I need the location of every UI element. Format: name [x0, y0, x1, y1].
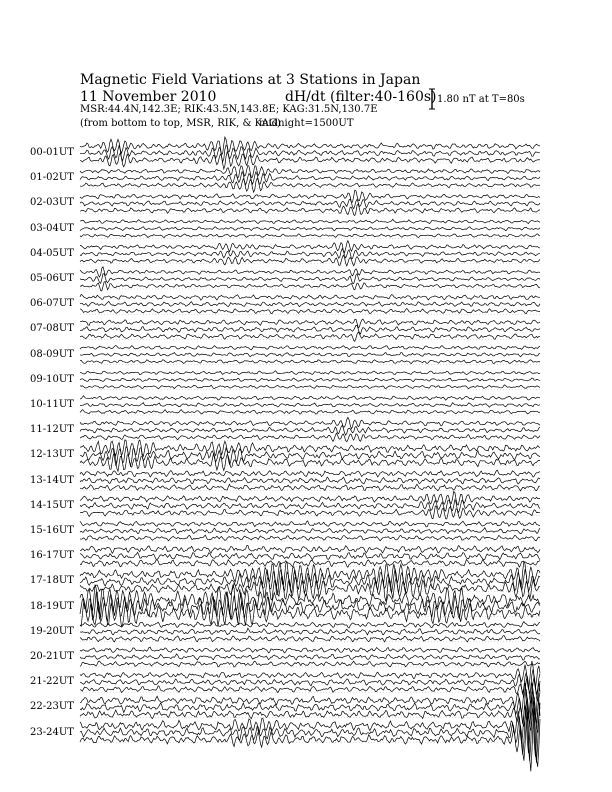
hour-label: 23-24UT	[30, 726, 74, 738]
hour-label: 08-09UT	[30, 348, 74, 360]
hour-label: 13-14UT	[30, 474, 74, 486]
hour-row	[80, 396, 540, 415]
hour-row	[80, 622, 540, 642]
trace-msr	[80, 385, 540, 389]
trace-rik	[80, 654, 540, 660]
hour-label: 03-04UT	[30, 222, 74, 234]
hour-label: 09-10UT	[30, 373, 74, 385]
trace-rik	[80, 227, 540, 231]
hour-row	[80, 267, 540, 291]
trace-rik	[80, 199, 540, 209]
hour-label: 18-19UT	[30, 600, 74, 612]
trace-rik	[80, 425, 540, 435]
trace-rik	[80, 249, 540, 259]
hour-row	[80, 562, 540, 602]
trace-rik	[80, 500, 540, 513]
trace-kag	[80, 190, 540, 202]
trace-rik	[80, 552, 540, 560]
trace-rik	[80, 628, 540, 635]
hour-label: 04-05UT	[30, 247, 74, 259]
trace-rik	[80, 301, 540, 306]
trace-kag	[80, 492, 540, 506]
hour-row	[80, 319, 540, 341]
hour-row	[80, 585, 540, 627]
hour-row	[80, 692, 540, 772]
trace-kag	[80, 267, 540, 277]
trace-rik	[80, 403, 540, 408]
hour-row	[80, 241, 540, 266]
trace-kag	[80, 417, 540, 428]
trace-msr	[80, 600, 540, 627]
hour-label: 11-12UT	[30, 424, 74, 436]
trace-rik	[80, 477, 540, 484]
trace-msr	[80, 484, 540, 491]
trace-msr	[80, 636, 540, 642]
hour-row	[80, 521, 540, 541]
midnight-note: midnight=1500UT	[259, 118, 354, 129]
trace-msr	[80, 204, 540, 216]
hour-row	[80, 440, 540, 471]
trace-rik	[80, 353, 540, 357]
trace-kag	[80, 219, 540, 223]
hour-row	[80, 190, 540, 215]
trace-kag	[80, 521, 540, 527]
hour-label: 05-06UT	[30, 273, 74, 284]
trace-msr	[80, 332, 540, 341]
trace-kag	[80, 470, 540, 477]
hour-label: 12-13UT	[30, 449, 74, 461]
chart-title: Magnetic Field Variations at 3 Stations in Japan	[80, 72, 421, 88]
trace-kag	[80, 346, 540, 350]
hour-row	[80, 647, 540, 667]
hour-label: 06-07UT	[30, 298, 74, 310]
station-order-note: (from bottom to top, MSR, RIK, & KAG)	[80, 118, 281, 129]
trace-msr	[80, 255, 540, 266]
date-label: 11 November 2010	[80, 89, 217, 105]
trace-rik	[80, 325, 540, 334]
trace-kag	[80, 165, 540, 178]
stations-label: MSR:44.4N,142.3E; RIK:43.5N,143.8E; KAG:31.5N,130.7E	[80, 104, 378, 115]
trace-rik	[80, 274, 540, 284]
hour-label: 22-23UT	[30, 701, 74, 713]
hour-row	[80, 137, 540, 169]
trace-msr	[80, 410, 540, 415]
trace-msr	[80, 282, 540, 292]
hour-row	[80, 346, 540, 365]
trace-msr	[80, 234, 540, 238]
hour-label: 07-08UT	[30, 323, 74, 335]
hour-label: 02-03UT	[30, 197, 74, 209]
trace-kag	[80, 319, 540, 328]
hour-label: 10-11UT	[30, 399, 74, 410]
trace-kag	[80, 545, 540, 553]
trace-kag	[80, 440, 540, 456]
hour-row	[80, 545, 540, 567]
hour-label: 15-16UT	[30, 525, 74, 536]
trace-msr	[80, 506, 540, 519]
trace-kag	[80, 647, 540, 653]
hour-row	[80, 470, 540, 491]
trace-msr	[80, 661, 540, 667]
trace-rik	[80, 528, 540, 534]
hour-label: 14-15UT	[30, 499, 74, 511]
trace-msr	[80, 535, 540, 541]
hour-row	[80, 661, 540, 703]
hour-row	[80, 165, 540, 192]
hour-label: 01-02UT	[30, 172, 74, 184]
trace-msr	[80, 360, 540, 364]
hour-label: 19-20UT	[30, 625, 74, 637]
trace-rik	[80, 592, 540, 621]
trace-kag	[80, 371, 540, 375]
hour-row	[80, 294, 540, 314]
filter-label: (filter:40-160s)	[330, 89, 437, 105]
trace-rik	[80, 689, 540, 724]
trace-kag	[80, 622, 540, 628]
trace-kag	[80, 294, 540, 300]
trace-kag	[80, 241, 540, 253]
scale-label: 1.80 nT at T=80s	[437, 94, 525, 105]
hour-label: 21-22UT	[30, 676, 74, 688]
hour-row	[80, 371, 540, 390]
hour-label: 17-18UT	[30, 575, 74, 587]
trace-rik	[80, 378, 540, 382]
hour-row	[80, 219, 540, 238]
hour-row	[80, 417, 540, 441]
trace-kag	[80, 562, 540, 588]
trace-msr	[80, 710, 540, 771]
hour-row	[80, 492, 540, 519]
hour-label: 20-21UT	[30, 651, 74, 662]
units-label: dH/dt	[285, 89, 326, 105]
trace-rik	[80, 172, 540, 185]
hour-label: 00-01UT	[30, 147, 74, 158]
trace-msr	[80, 309, 540, 314]
trace-msr	[80, 178, 540, 192]
trace-kag	[80, 396, 540, 401]
hour-label: 16-17UT	[30, 550, 74, 562]
